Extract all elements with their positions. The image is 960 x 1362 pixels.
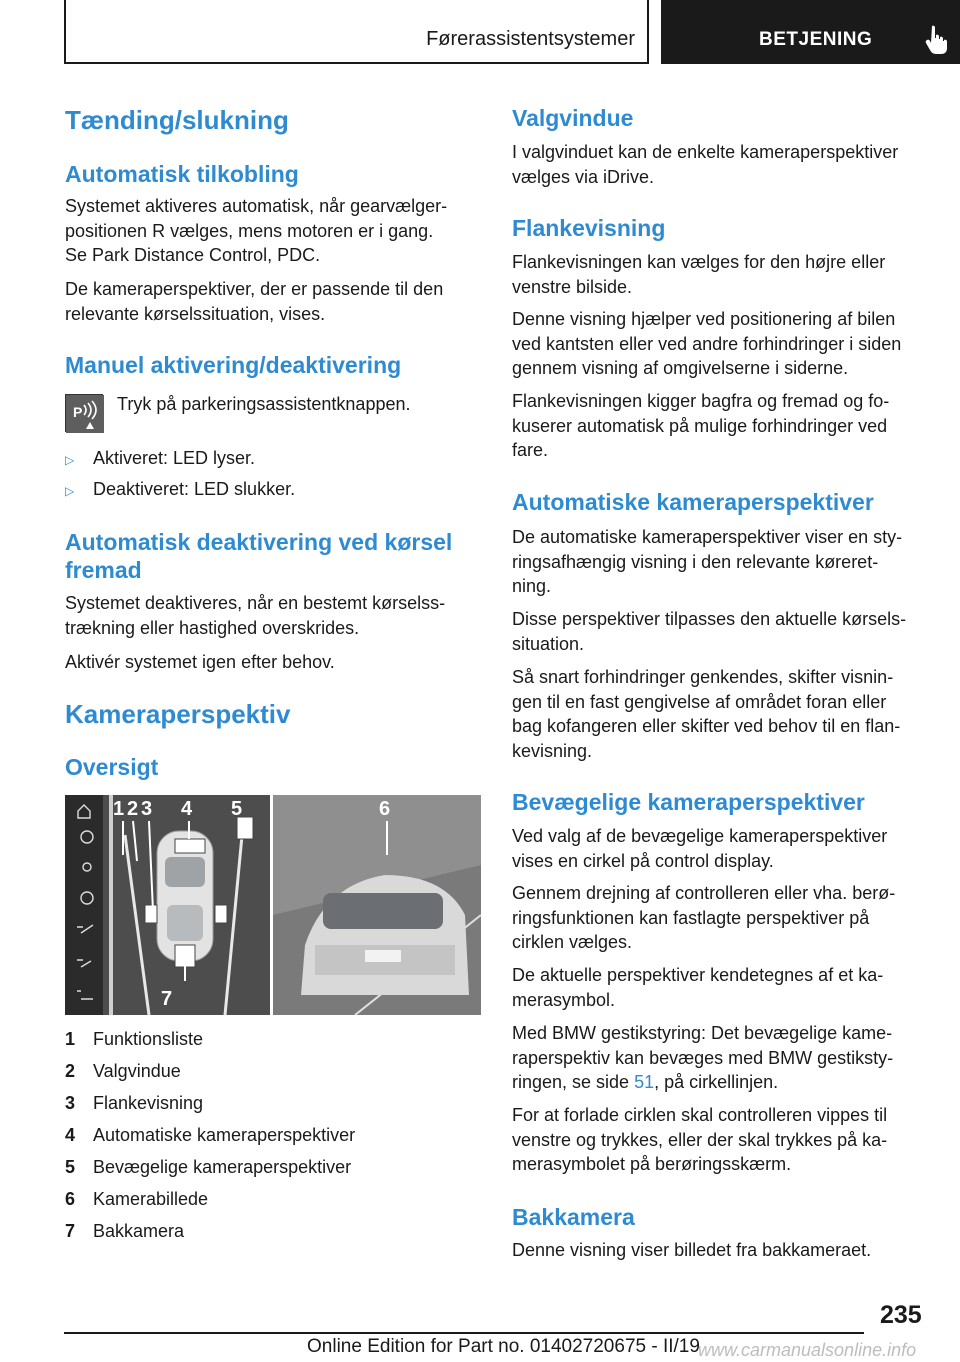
footer-edition: Online Edition for Part no. 01402720675 - II/19 <box>307 1336 700 1357</box>
list-item-label: Aktiveret: LED lyser. <box>93 448 256 468</box>
text-line: merasymbolet på berøringsskærm. <box>512 1154 792 1174</box>
header-chapter-box <box>661 0 960 64</box>
legend-label: Bakkamera <box>93 1221 185 1241</box>
legend-label: Flankevisning <box>93 1093 204 1113</box>
legend-label: Bevægelige kameraperspektiver <box>93 1157 352 1177</box>
paragraph-autokam-1 <box>512 525 902 599</box>
callout-4: 4 <box>181 798 193 820</box>
text-line: Så snart forhindringer genkendes, skifter visnin- <box>512 667 894 687</box>
legend-number: 1 <box>65 1029 76 1049</box>
text-line: Disse perspektiver tilpasses den aktuelle kørsels- <box>512 609 907 629</box>
heading-autokam: Automatiske kameraperspektiver <box>512 489 874 515</box>
heading-auto-tilkobling: Automatisk tilkobling <box>65 161 299 187</box>
text-line: Flankevisningen kigger bagfra og fremad og fo- <box>512 391 890 411</box>
text-line: De aktuelle perspektiver kendetegnes af et ka- <box>512 965 884 985</box>
header-section-title: Førerassistentsystemer <box>426 28 635 50</box>
legend-item <box>65 1189 208 1210</box>
paragraph-bevaeg-5 <box>512 1103 887 1177</box>
text-line: Gennem drejning af controlleren eller vha. berø- <box>512 883 896 903</box>
legend-label: Automatiske kameraperspektiver <box>93 1125 356 1145</box>
text-line: kevisning. <box>512 740 593 761</box>
legend-item <box>65 1221 184 1242</box>
heading-valgvindue: Valgvindue <box>512 105 634 131</box>
text-line: relevante kørselssituation, vises. <box>65 303 326 324</box>
paragraph-bakkamera: Denne visning viser billedet fra bakkameraet. <box>512 1240 872 1260</box>
paragraph-autokam-3 <box>512 665 900 763</box>
callout-1: 1 <box>113 798 125 820</box>
text-line: Flankevisningen kan vælges for den højre eller <box>512 252 886 272</box>
heading-line: Automatisk deaktivering ved kørsel <box>65 529 453 555</box>
text-line: kuserer automatisk på mulige forhindringer ved <box>512 415 888 436</box>
legend-item <box>65 1125 355 1146</box>
text-line: raperspektiv kan bevæges med BMW gestiksty- <box>512 1047 894 1068</box>
legend-label: Kamerabillede <box>93 1189 209 1209</box>
text-line: fare. <box>512 440 549 460</box>
page-header <box>64 0 960 64</box>
page-link-51[interactable]: 51 <box>634 1072 655 1092</box>
legend-label: Valgvindue <box>93 1061 181 1081</box>
legend-number: 3 <box>65 1093 76 1113</box>
park-assist-button-icon <box>65 394 103 432</box>
hand-pointer-icon <box>923 24 951 54</box>
text-line: For at forlade cirklen skal controlleren vippes til <box>512 1105 888 1125</box>
text-line: Med BMW gestikstyring: Det bevægelige kame- <box>512 1023 893 1043</box>
text-line: positionen R vælges, mens motoren er i gang. <box>65 220 434 241</box>
text-line: situation. <box>512 633 585 654</box>
text-line: bag kofangeren eller skifter ved behov til en flan- <box>512 716 901 736</box>
legend-number: 4 <box>65 1125 76 1145</box>
heading-bakkamera: Bakkamera <box>512 1204 635 1230</box>
callout-7: 7 <box>161 988 173 1010</box>
camera-overview-figure <box>65 795 481 1015</box>
paragraph-aktiver: Aktivér systemet igen efter behov. <box>65 652 335 672</box>
text-line: venstre bilside. <box>512 276 633 297</box>
header-section-box <box>64 0 649 64</box>
legend-label: Funktionsliste <box>93 1029 204 1049</box>
text-line: Se Park Distance Control, PDC. <box>65 245 321 265</box>
footer-divider <box>64 1332 864 1334</box>
text-line <box>512 1070 893 1095</box>
paragraph-flanke-1 <box>512 250 885 299</box>
paragraph-bevaeg-4 <box>512 1021 893 1095</box>
heading-flanke: Flankevisning <box>512 215 666 241</box>
header-chapter-title: BETJENING <box>759 29 873 50</box>
heading-kamera: Kameraperspektiv <box>65 699 291 729</box>
camera-overview-illustration <box>65 795 481 1015</box>
heading-line: fremad <box>65 557 142 583</box>
paragraph-kameraperspektiver <box>65 277 443 326</box>
text-line: vises en cirkel på control display. <box>512 850 774 871</box>
text-line: trækning eller hastighed overskrides. <box>65 617 360 638</box>
text-line: Ved valg af de bevægelige kameraperspektiver <box>512 826 888 846</box>
text-line: venstre og trykkes, eller der skal trykkes på ka- <box>512 1129 888 1150</box>
text-line: vælges via iDrive. <box>512 166 655 187</box>
list-item <box>65 448 255 469</box>
heading-auto-deakt <box>65 528 452 584</box>
triangle-bullet-icon: ▷ <box>65 453 75 467</box>
heading-bevaeg: Bevægelige kameraperspektiver <box>512 789 865 815</box>
paragraph-bevaeg-2 <box>512 881 895 955</box>
text-line: cirklen vælges. <box>512 932 633 952</box>
callout-5: 5 <box>231 798 243 820</box>
park-assist-icon <box>66 395 104 433</box>
legend-number: 2 <box>65 1061 76 1081</box>
paragraph-flanke-3 <box>512 389 889 463</box>
paragraph-auto-deakt <box>65 591 445 640</box>
text-line: Systemet deaktiveres, når en bestemt kørselss- <box>65 593 446 613</box>
btn-instruction: Tryk på parkeringsassistentknappen. <box>117 394 411 414</box>
text-line: I valgvinduet kan de enkelte kameraperspektiver <box>512 142 899 162</box>
text-line: gen til en fast gengivelse af området foran eller <box>512 691 887 712</box>
text-fragment: ringen, se side <box>512 1072 635 1092</box>
text-line: De automatiske kameraperspektiver viser en sty- <box>512 527 903 547</box>
triangle-bullet-icon: ▷ <box>65 484 75 498</box>
list-item-label: Deaktiveret: LED slukker. <box>93 479 296 499</box>
legend-item <box>65 1029 203 1050</box>
legend-item <box>65 1093 203 1114</box>
footer-watermark: www.carmanualsonline.info <box>698 1340 917 1360</box>
legend-item <box>65 1157 351 1178</box>
list-item <box>65 479 295 500</box>
paragraph-autokam-2 <box>512 607 906 656</box>
text-line: Systemet aktiveres automatisk, når gearvælger- <box>65 196 448 216</box>
callout-6: 6 <box>379 798 391 820</box>
legend-number: 5 <box>65 1157 76 1177</box>
page-number: 235 <box>880 1301 922 1329</box>
text-line: ringsafhængig visning i den relevante køreret- <box>512 551 879 572</box>
svg-text:P: P <box>73 404 83 420</box>
paragraph-bevaeg-3 <box>512 963 883 1012</box>
heading-manuel: Manuel aktivering/deaktivering <box>65 352 402 378</box>
paragraph-flanke-2 <box>512 307 901 381</box>
text-line: Denne visning hjælper ved positionering af bilen <box>512 309 896 329</box>
text-line: ringsfunktionen kan fastlagte perspektiver på <box>512 907 870 928</box>
text-line: gennem visning af omgivelserne i siderne. <box>512 358 849 378</box>
legend-number: 7 <box>65 1221 76 1241</box>
legend-number: 6 <box>65 1189 76 1209</box>
text-line: ning. <box>512 576 552 596</box>
legend-item <box>65 1061 181 1082</box>
text-line: ved kantsten eller ved andre forhindringer i siden <box>512 333 902 354</box>
paragraph-valgvindue <box>512 140 898 189</box>
text-line: De kameraperspektiver, der er passende til den <box>65 279 444 299</box>
heading-taending: Tænding/slukning <box>65 105 289 135</box>
callout-2: 2 <box>127 798 139 820</box>
heading-oversigt: Oversigt <box>65 754 159 780</box>
paragraph-bevaeg-1 <box>512 824 887 873</box>
text-fragment: , på cirkellinjen. <box>654 1072 779 1092</box>
text-line: merasymbol. <box>512 989 616 1010</box>
paragraph-auto-tilkobling <box>65 194 447 268</box>
callout-3: 3 <box>141 798 153 820</box>
